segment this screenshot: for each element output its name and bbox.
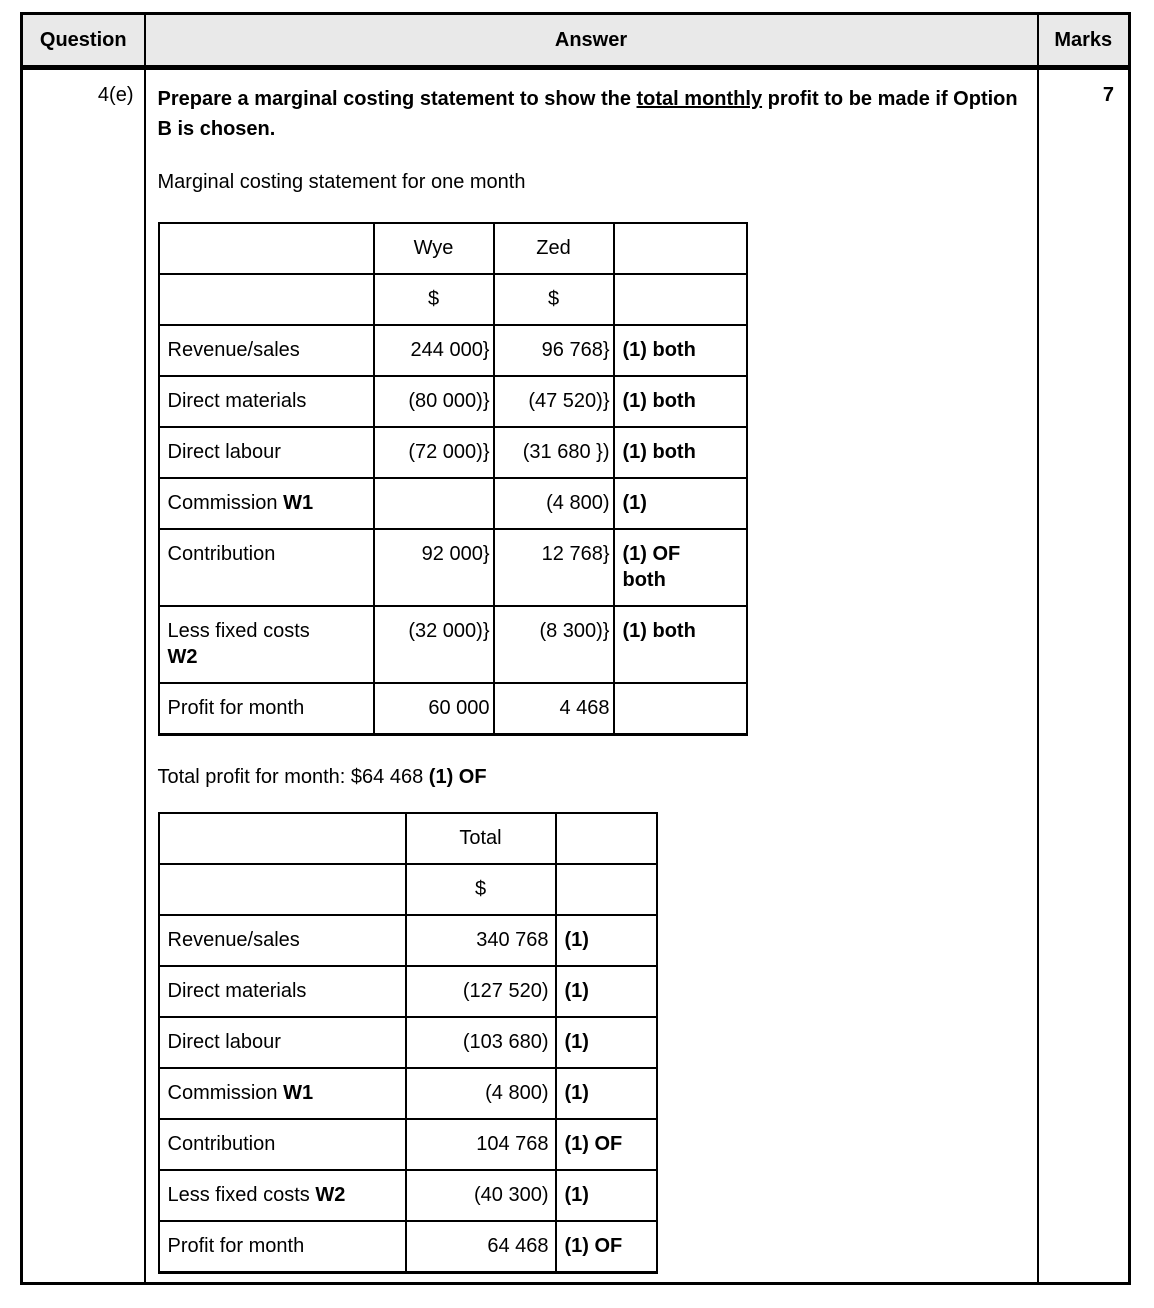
zed-currency-unit: $ (494, 274, 614, 325)
row-label: Profit for month (159, 1221, 406, 1273)
prompt-text-after: profit to be made if Option B is chosen. (157, 88, 1018, 140)
row-label: Direct labour (159, 1017, 406, 1068)
working-reference: W1 (283, 1082, 314, 1104)
total-column-header: Total (406, 813, 556, 864)
mark-annotation: (1) (556, 966, 657, 1017)
row-label-text: Commission (167, 492, 278, 514)
row-label-text: Commission (167, 1082, 278, 1104)
wye-value: 92 000} (374, 529, 494, 606)
row-label: Direct materials (159, 966, 406, 1017)
wye-value: (72 000)} (374, 427, 494, 478)
row-label-text: Less fixed costs (167, 620, 310, 642)
wye-value (374, 478, 494, 529)
row-label (159, 478, 374, 529)
wye-value: (32 000)} (374, 606, 494, 683)
row-label (159, 1068, 406, 1119)
zed-value: (31 680 }) (494, 427, 614, 478)
table-row (159, 1068, 657, 1119)
total-value: 64 468 (406, 1221, 556, 1273)
row-label (159, 606, 374, 683)
question-row (22, 68, 1130, 1284)
blank-cell (159, 223, 374, 274)
marks-value: 7 (1038, 68, 1130, 1284)
mark-annotation: (1) OF (556, 1119, 657, 1170)
zed-value: (4 800) (494, 478, 614, 529)
row-label: Revenue/sales (159, 325, 374, 376)
table-row (159, 1221, 657, 1273)
row-label: Direct labour (159, 427, 374, 478)
mark-annotation: (1) (556, 1170, 657, 1221)
mark-annotation: (1) OF both (614, 529, 747, 606)
mark-annotation (614, 683, 747, 735)
total-value: (103 680) (406, 1017, 556, 1068)
blank-cell (614, 223, 747, 274)
row-label: Profit for month (159, 683, 374, 735)
table-row (159, 427, 747, 478)
table-row (159, 683, 747, 735)
table-row (159, 813, 657, 864)
mark-annotation: (1) (556, 1017, 657, 1068)
table-row (159, 274, 747, 325)
blank-cell (556, 813, 657, 864)
total-currency-unit: $ (406, 864, 556, 915)
mark-annotation: (1) both (614, 376, 747, 427)
table-row (159, 223, 747, 274)
table-row (159, 529, 747, 606)
table-row (159, 1017, 657, 1068)
total-value: (4 800) (406, 1068, 556, 1119)
wye-zed-costing-table (158, 222, 748, 736)
mark-annotation: (1) OF (556, 1221, 657, 1273)
mark-scheme-table (20, 12, 1131, 1285)
blank-cell (159, 864, 406, 915)
row-label (159, 1170, 406, 1221)
working-reference: W1 (283, 492, 314, 514)
zed-value: 4 468 (494, 683, 614, 735)
question-number: 4(e) (22, 68, 145, 1284)
blank-cell (556, 864, 657, 915)
table-row (159, 864, 657, 915)
working-reference: W2 (315, 1184, 346, 1206)
header-row (22, 14, 1130, 68)
total-profit-line (158, 764, 1025, 790)
blank-cell (159, 274, 374, 325)
row-label: Contribution (159, 529, 374, 606)
total-value: (40 300) (406, 1170, 556, 1221)
zed-column-header: Zed (494, 223, 614, 274)
mark-annotation: (1) (556, 1068, 657, 1119)
mark-annotation: (1) both (614, 427, 747, 478)
table-row (159, 966, 657, 1017)
wye-currency-unit: $ (374, 274, 494, 325)
total-value: 340 768 (406, 915, 556, 966)
table-row (159, 915, 657, 966)
mark-annotation: (1) (614, 478, 747, 529)
table-row (159, 376, 747, 427)
question-prompt (158, 84, 1025, 144)
wye-column-header: Wye (374, 223, 494, 274)
total-value: (127 520) (406, 966, 556, 1017)
row-label: Revenue/sales (159, 915, 406, 966)
blank-cell (159, 813, 406, 864)
total-profit-mark: (1) OF (428, 766, 487, 788)
mark-annotation: (1) both (614, 606, 747, 683)
table-row (159, 478, 747, 529)
wye-value: 60 000 (374, 683, 494, 735)
total-profit-text: Total profit for month: $64 468 (157, 766, 429, 788)
wye-value: 244 000} (374, 325, 494, 376)
prompt-underlined-text: total monthly (636, 88, 763, 110)
total-value: 104 768 (406, 1119, 556, 1170)
mark-annotation: (1) (556, 915, 657, 966)
answer-column-header: Answer (145, 14, 1038, 68)
wye-value: (80 000)} (374, 376, 494, 427)
blank-cell (614, 274, 747, 325)
prompt-text: Prepare a marginal costing statement to show the (157, 88, 637, 110)
zed-value: (8 300)} (494, 606, 614, 683)
total-costing-table (158, 812, 658, 1274)
zed-value: (47 520)} (494, 376, 614, 427)
zed-value: 96 768} (494, 325, 614, 376)
table-row (159, 606, 747, 683)
answer-cell (145, 68, 1038, 1284)
mark-annotation: (1) both (614, 325, 747, 376)
table-row (159, 1170, 657, 1221)
question-column-header: Question (22, 14, 145, 68)
working-reference: W2 (167, 646, 198, 668)
table-row (159, 1119, 657, 1170)
row-label: Contribution (159, 1119, 406, 1170)
marks-column-header: Marks (1038, 14, 1130, 68)
table-row (159, 325, 747, 376)
zed-value: 12 768} (494, 529, 614, 606)
statement-caption: Marginal costing statement for one month (157, 171, 526, 193)
row-label: Direct materials (159, 376, 374, 427)
row-label-text: Less fixed costs (167, 1184, 310, 1206)
